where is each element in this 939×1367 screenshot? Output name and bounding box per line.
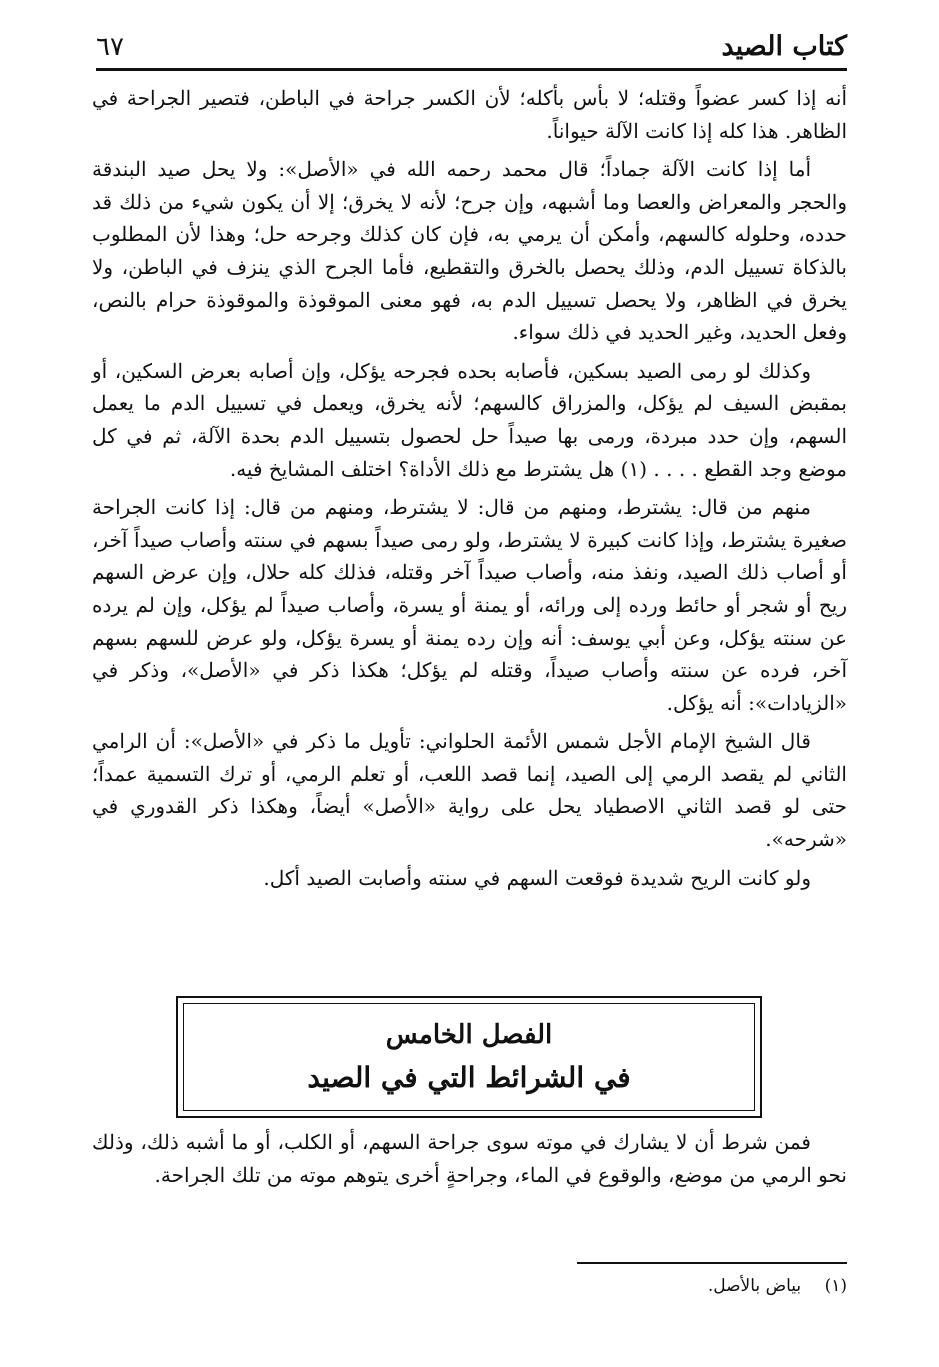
footnote: [708, 1276, 847, 1296]
paragraph: فمن شرط أن لا يشارك في موته سوى جراحة السهم، أو الكلب، أو ما أشبه ذلك، وذلك نحو الرمي من موضع، والوقوع في الماء، وجراحةٍ أخرى يتوهم موته من تلك الجراحة.: [92, 1130, 847, 1187]
header-rule: [96, 68, 847, 71]
paragraph: أنه إذا كسر عضواً وقتله؛ لا بأس بأكله؛ لأن الكسر جراحة في الباطن، فتصير الجراحة في الظاهر. هذا كله إذا كانت الآلة حيواناً.: [92, 86, 847, 143]
footnote-rule: [577, 1262, 847, 1264]
footnote-text: بياض بالأصل.: [707, 1276, 802, 1296]
chapter-heading-inner-frame: [183, 1003, 755, 1111]
main-text: [92, 82, 847, 900]
chapter-heading-box: [176, 996, 762, 1118]
running-header: [96, 22, 847, 62]
paragraph: منهم من قال: يشترط، ومنهم من قال: لا يشترط، ومنهم من قال: إذا كانت الجراحة صغيرة يشترط، وإذا كانت كبيرة لا يشترط، ولو رمى صيداً بسهم في سنته وأصاب صيداً آخر، أو أصاب ذلك الصيد، ونفذ منه، وأصاب صيداً آخر وقتله، فذلك كله حلال، وإن عرض السهم ريح أو شجر أو حائط ورده إلى ورائه، أو يمنة أو يسرة، وأصاب صيداً لم يؤكل، وإن لم يرده عن سنته يؤكل، وعن أبي يوسف: أنه وإن رده يمنة أو يسرة يؤكل، ولو عرض للسهم بسهم آخر، فرده عن سنته وأصاب صيداً، وقتله لم يؤكل؛ هكذا ذكر في «الأصل»، وذكر في «الزيادات»: أنه يؤكل.: [92, 495, 847, 715]
page-number: ٦٧: [96, 32, 124, 62]
chapter-title: الفصل الخامس: [385, 1020, 553, 1050]
paragraph: ولو كانت الريح شديدة فوقعت السهم في سنته وأصابت الصيد أكل.: [263, 865, 811, 890]
header-title: كتاب الصيد: [721, 31, 847, 62]
paragraph: قال الشيخ الإمام الأجل شمس الأئمة الحلواني: تأويل ما ذكر في «الأصل»: أن الرامي الثاني لم يقصد الرمي إلى الصيد، إنما قصد اللعب، أو تعلم الرمي، أو ترك التسمية عمداً؛ حتى لو قصد الثاني الاصطياد يحل على رواية «الأصل» أيضاً، وهكذا ذكر القدوري في «شرحه».: [92, 729, 847, 852]
chapter-text: [92, 1126, 847, 1192]
paragraph: وكذلك لو رمى الصيد بسكين، فأصابه بحده فجرحه يؤكل، وإن أصابه بعرض السكين، أو بمقبض السيف لم يؤكل، والمزراق كالسهم؛ لأنه يخرق، ويعمل في تسييل الدم ما يعمل السهم، وإن حدد مبردة، ورمى بها صيداً حل لحصول بتسييل الدم بحدة الآلة، ثم في كل موضع وجد القطع . . . . (١) هل يشترط مع ذلك الأداة؟ اختلف المشايخ فيه.: [92, 358, 847, 481]
footnote-marker: (١): [824, 1276, 847, 1296]
paragraph: أما إذا كانت الآلة جماداً؛ قال محمد رحمه الله في «الأصل»: ولا يحل صيد البندقة والحجر والمعراض والعصا وما أشبهه، وإن جرح؛ لأنه لا يخرق؛ إلا أن يكون شيء من ذلك قد حدده، وحلوله كالسهم، وأمكن أن يرمي به، فإن كان كذلك وجرحه حل؛ وهذا لأن المطلوب بالذكاة تسييل الدم، وذلك يحصل بالخرق والتقطيع، فأما الجرح الذي ينزف في الباطن، ولا يخرق في الظاهر، ولا يحصل تسييل الدم به، فهو معنى الموقوذة والموقوذة حرام بالنص، وفعل الحديد، وغير الحديد في ذلك سواء.: [92, 157, 847, 345]
chapter-subtitle: في الشرائط التي في الصيد: [307, 1061, 631, 1094]
